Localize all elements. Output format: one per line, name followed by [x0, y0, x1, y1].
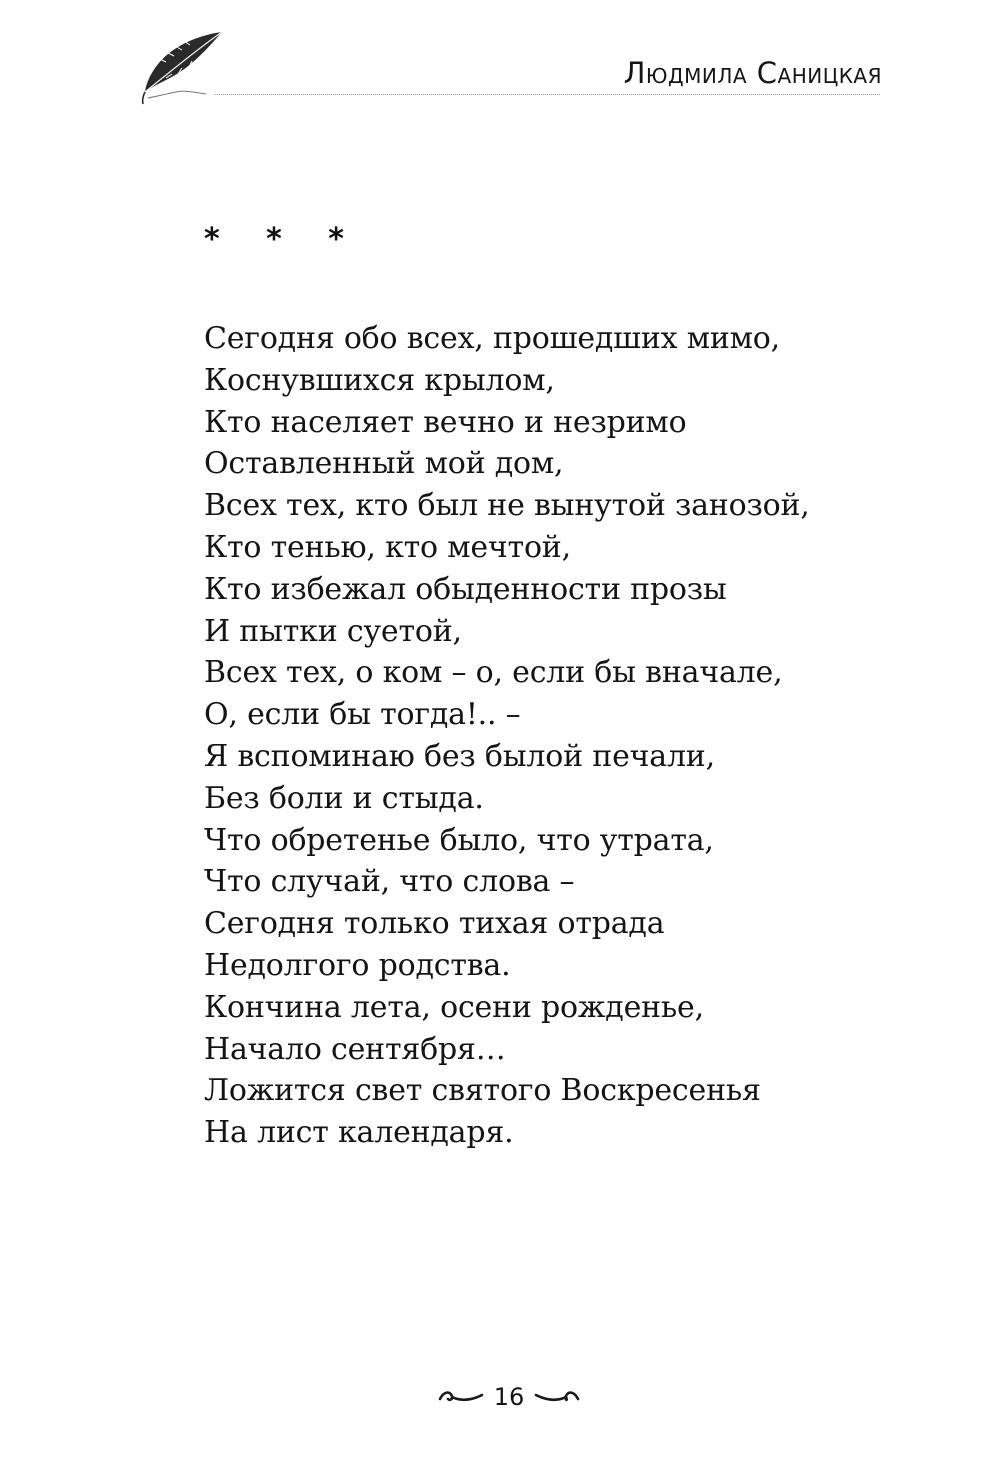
flourish-right-icon: [534, 1387, 580, 1407]
poem-line: Оставленный мой дом,: [204, 446, 564, 482]
poem-line: О, если бы тогда!.. –: [204, 697, 521, 733]
poem-line: Я вспоминаю без былой печали,: [204, 738, 715, 774]
page-footer: [0, 1383, 1000, 1423]
page-number: 16: [493, 1383, 525, 1411]
quill-feather-icon: [136, 28, 226, 106]
page-header: [0, 0, 1000, 110]
poem-line: Сегодня обо всех, прошедших мимо,: [204, 321, 780, 356]
poem-line: Кто тенью, кто мечтой,: [204, 529, 571, 565]
poem-line: Кончина лета, осени рожденье,: [204, 989, 704, 1025]
poem-line: Что обретенье было, что утрата,: [204, 822, 714, 858]
header-rule: [215, 94, 880, 95]
poem-line: Всех тех, о ком – о, если бы вначале,: [204, 655, 783, 691]
poem-line: Что случай, что слова –: [204, 864, 575, 900]
poem-line: Начало сентября…: [204, 1031, 506, 1067]
poem-line: Сегодня только тихая отрада: [204, 906, 665, 942]
section-separator: * * *: [204, 222, 362, 257]
author-name: Людмила Саницкая: [623, 56, 882, 90]
poem-line: Кто населяет вечно и незримо: [204, 404, 687, 440]
poem-line: Ложится свет святого Воскресенья: [204, 1073, 761, 1109]
poem-line: Всех тех, кто был не вынутой занозой,: [204, 488, 810, 524]
poem-line: Кто избежал обыденности прозы: [204, 571, 727, 607]
poem-line: И пытки суетой,: [204, 613, 462, 649]
flourish-left-icon: [438, 1387, 484, 1407]
poem-line: Без боли и стыда.: [204, 780, 484, 816]
poem-line: Коснувшихся крылом,: [204, 362, 555, 398]
poem-body: [204, 318, 904, 1154]
poem-line: Недолгого родства.: [204, 947, 511, 983]
poem-line: На лист календаря.: [204, 1115, 514, 1151]
